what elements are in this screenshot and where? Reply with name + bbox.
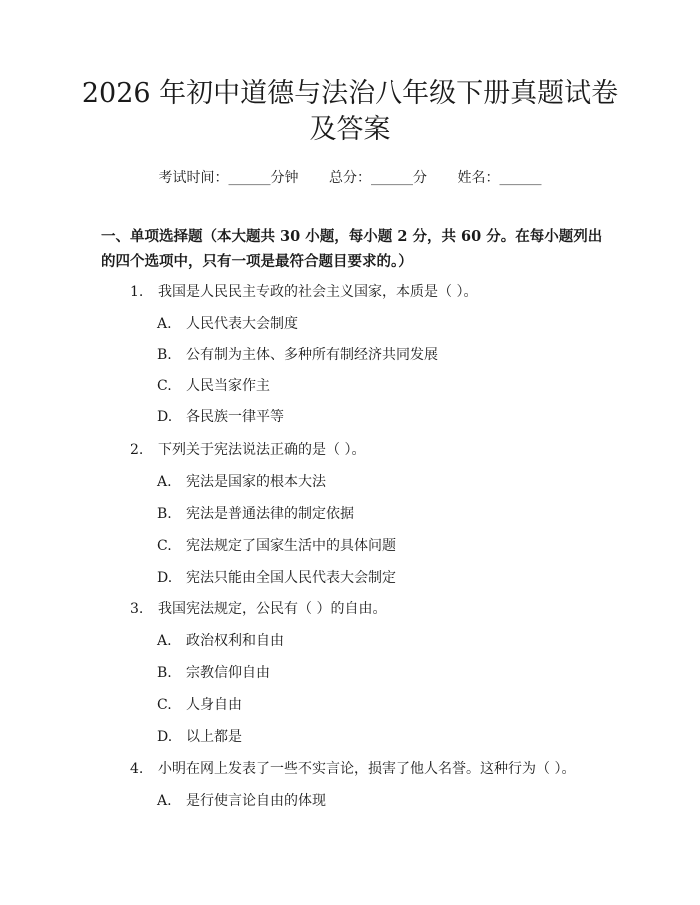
option-letter: D. — [157, 409, 173, 425]
option-text: 人身自由 — [186, 697, 242, 713]
question-3-option-a — [157, 631, 284, 651]
question-4-option-a — [157, 791, 326, 811]
page-title: 2026 年初中道德与法治八年级下册真题试卷及答案 — [81, 78, 619, 145]
option-text: 政治权利和自由 — [186, 633, 284, 649]
option-letter: C. — [157, 697, 172, 713]
question-1 — [130, 282, 477, 302]
question-2 — [130, 440, 365, 460]
question-1-option-b — [157, 345, 438, 365]
option-letter: B. — [157, 347, 172, 363]
section-title: 一、单项选择题（本大题共 30 小题，每小题 2 分，共 60 分。在每小题列出的四个选项中，只有一项是最符合题目要求的。） — [101, 228, 603, 270]
option-text: 宪法只能由全国人民代表大会制定 — [186, 570, 396, 586]
option-letter: D. — [157, 729, 173, 745]
question-3 — [130, 599, 386, 619]
option-letter: D. — [157, 570, 173, 586]
option-text: 公有制为主体、多种所有制经济共同发展 — [186, 347, 438, 363]
question-1-option-c — [157, 376, 270, 396]
question-2-option-a — [157, 472, 326, 492]
option-text: 宪法规定了国家生活中的具体问题 — [186, 538, 396, 554]
option-letter: A. — [157, 633, 172, 649]
question-number: 4. — [130, 761, 144, 777]
option-text: 各民族一律平等 — [186, 409, 284, 425]
option-text: 宪法是普通法律的制定依据 — [186, 506, 354, 522]
question-number: 3. — [130, 601, 144, 617]
question-2-option-b — [157, 504, 354, 524]
question-text: 我国宪法规定，公民有（ ）的自由。 — [158, 601, 387, 617]
option-letter: B. — [157, 665, 172, 681]
exam-meta — [0, 168, 700, 188]
question-3-option-b — [157, 663, 270, 683]
option-letter: A. — [157, 316, 172, 332]
option-text: 宗教信仰自由 — [186, 665, 270, 681]
question-text: 我国是人民民主专政的社会主义国家，本质是（ ）。 — [158, 284, 478, 300]
option-text: 是行使言论自由的体现 — [186, 793, 326, 809]
question-3-option-c — [157, 695, 242, 715]
exam-time: 考试时间：______分钟 — [158, 170, 299, 186]
question-4 — [130, 759, 575, 779]
question-2-option-d — [157, 568, 396, 588]
option-text: 宪法是国家的根本大法 — [186, 474, 326, 490]
question-number: 2. — [130, 442, 144, 458]
option-text: 人民当家作主 — [186, 378, 270, 394]
option-letter: A. — [157, 474, 172, 490]
exam-total-score: 总分：______分 — [329, 170, 427, 186]
question-3-option-d — [157, 727, 242, 747]
question-text: 下列关于宪法说法正确的是（ ）。 — [158, 442, 366, 458]
student-name: 姓名：______ — [457, 170, 542, 186]
question-2-option-c — [157, 536, 396, 556]
question-1-option-d — [157, 407, 284, 427]
option-text: 以上都是 — [186, 729, 242, 745]
option-letter: B. — [157, 506, 172, 522]
question-number: 1. — [130, 284, 144, 300]
question-text: 小明在网上发表了一些不实言论，损害了他人名誉。这种行为（ ）。 — [158, 761, 576, 777]
question-1-option-a — [157, 314, 298, 334]
option-letter: C. — [157, 538, 172, 554]
option-letter: C. — [157, 378, 172, 394]
option-text: 人民代表大会制度 — [186, 316, 298, 332]
option-letter: A. — [157, 793, 172, 809]
